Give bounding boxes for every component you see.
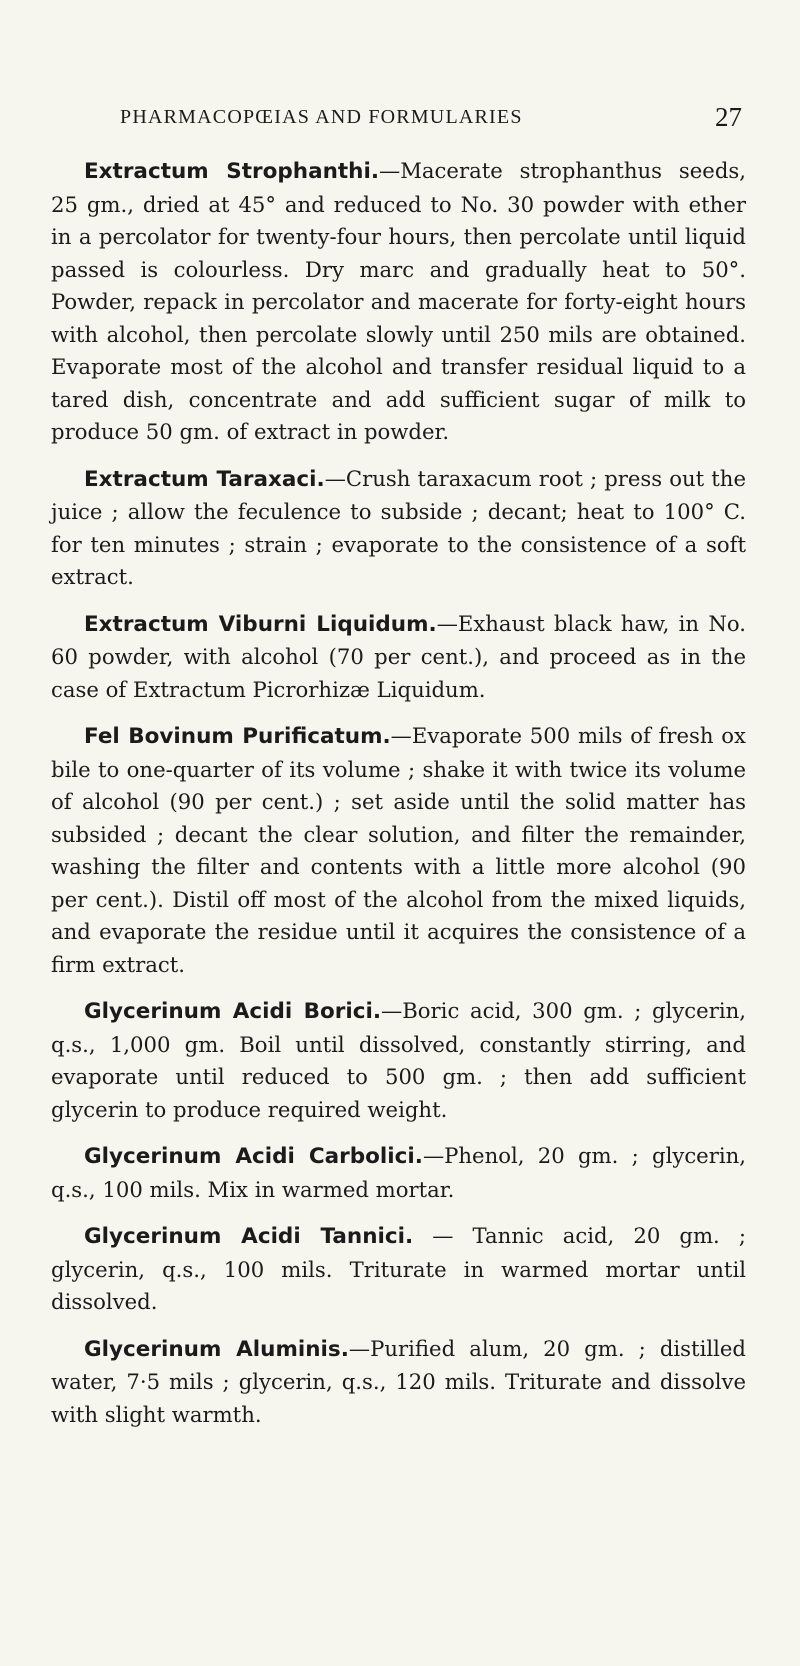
entry-text: —Exhaust black haw, in No. 60 powder, with alcohol (70 per cent.), and proceed as in the case of Extractum Picrorhizæ Liquidum. <box>51 610 746 702</box>
entry-fel-bovinum-purificatum <box>51 720 746 981</box>
entry-heading: Glycerinum Acidi Carbolici. <box>84 1144 423 1169</box>
entry-text: —Phenol, 20 gm. ; glycerin, q.s., 100 mils. Mix in warmed mortar. <box>51 1143 747 1202</box>
entry-heading: Glycerinum Aluminis. <box>84 1336 349 1362</box>
running-head <box>110 102 742 138</box>
entry-heading: Extractum Viburni Liquidum. <box>84 611 437 637</box>
entry-glycerinum-acidi-carbolici <box>51 1140 746 1206</box>
entry-text: —Purified alum, 20 gm. ; distilled water, 7·5 mils ; glycerin, q.s., 120 mils. Triturate and dissolve with slight warmth. <box>51 1335 746 1427</box>
entry-text: —Crush taraxacum root ; press out the juice ; allow the feculence to subside ; decant; heat to 100° C. for ten minutes ; strain ; evaporate to the consistence of a soft extract. <box>51 465 746 589</box>
entry-heading: Extractum Taraxaci. <box>84 466 325 492</box>
entry-heading: Extractum Strophanthi. <box>84 159 380 184</box>
entry-text: —Evaporate 500 mils of fresh ox bile to one-quarter of its volume ; shake it with twice its volume of alcohol (90 per cent.) ; set aside until the solid matter has subsided ; decant the clear solution, and filter the remainder, washing the filter and contents with a little more alcohol (90 per cent.). Distil off most of the alcohol from the mixed liquids, and evaporate the residue until it acquires the consistence of a firm extract. <box>51 723 746 977</box>
entry-extractum-viburni-liquidum <box>51 608 746 707</box>
entry-text: — Tannic acid, 20 gm. ; glycerin, q.s., 100 mils. Triturate in warmed mortar until dissolved. <box>51 1223 746 1314</box>
entry-heading: Glycerinum Acidi Tannici. <box>84 1224 414 1249</box>
entry-glycerinum-acidi-tannici <box>51 1220 746 1319</box>
entry-extractum-taraxaci <box>51 463 746 594</box>
entry-heading: Fel Bovinum Purificatum. <box>84 724 391 749</box>
entry-text: —Macerate strophanthus seeds, 25 gm., dried at 45° and reduced to No. 30 powder with ether in a percolator for twenty-four hours, then percolate until liquid passed is colourless. Dry marc and gradually heat to 50°. Powder, repack in percolator and macerate for forty-eight hours with alcohol, then percolate slowly until 250 mils are obtained. Evaporate most of the alcohol and transfer residual liquid to a tared dish, concentrate and add sufficient sugar of milk to produce 50 gm. of extract in powder. <box>51 158 746 444</box>
entry-heading: Glycerinum Acidi Borici. <box>84 999 382 1024</box>
running-title: PHARMACOPŒIAS AND FORMULARIES <box>120 106 523 128</box>
entry-text: —Boric acid, 300 gm. ; glycerin, q.s., 1,000 gm. Boil until dissolved, constantly stirring, and evaporate until reduced to 500 gm. ; then add sufficient glycerin to produce required weight. <box>51 998 746 1122</box>
entry-extractum-strophanthi <box>51 155 746 449</box>
entry-glycerinum-acidi-borici <box>51 995 746 1126</box>
entry-glycerinum-aluminis <box>51 1333 746 1432</box>
page-body <box>51 155 746 1445</box>
page-number: 27 <box>715 102 742 132</box>
